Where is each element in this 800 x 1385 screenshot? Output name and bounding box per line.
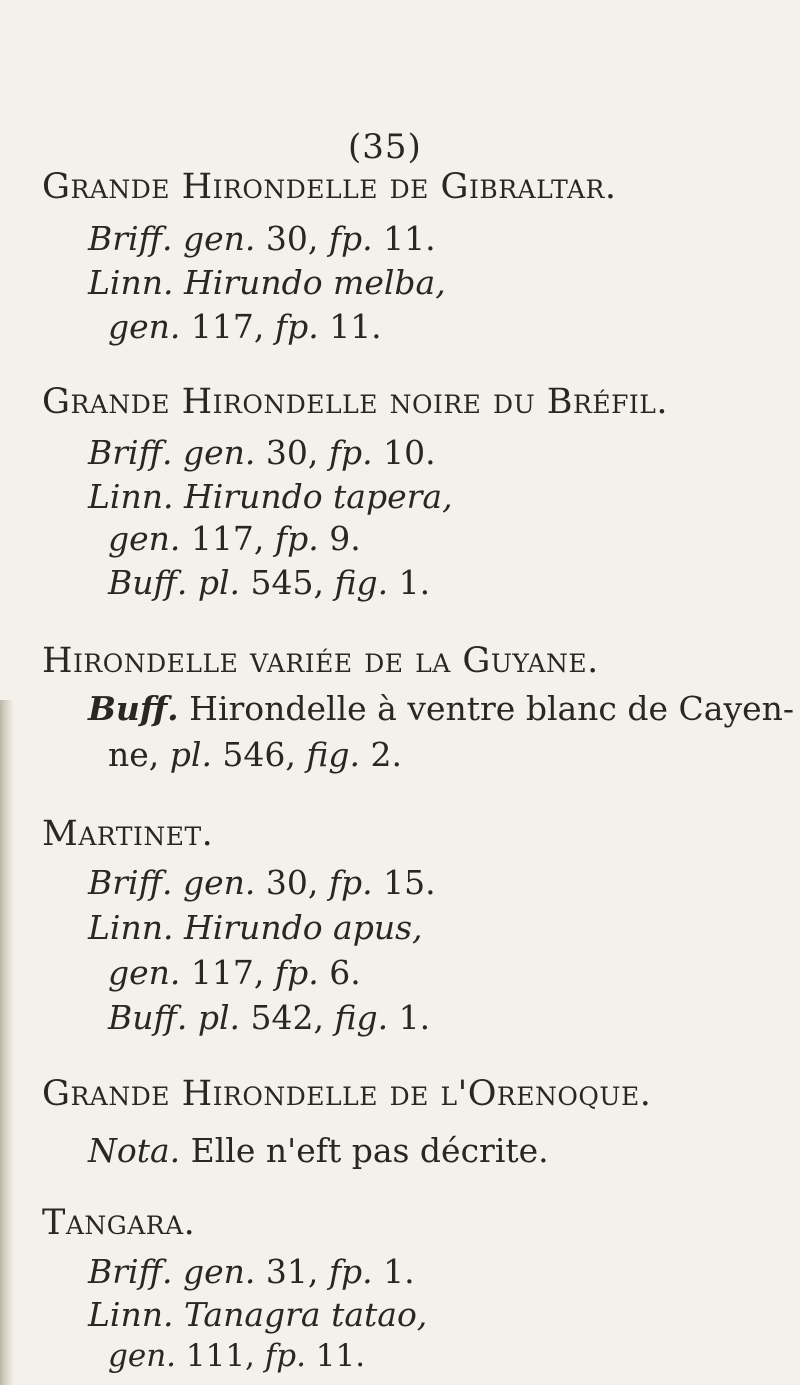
entry-1-ref-3: gen. 117, fp. 11. bbox=[108, 307, 382, 346]
entry-4-ref-1: Briff. gen. 30, fp. 15. bbox=[88, 863, 436, 902]
entry-6-ref-3: gen. 111, fp. 11. bbox=[108, 1338, 366, 1374]
entry-6-ref-1: Briff. gen. 31, fp. 1. bbox=[88, 1252, 415, 1291]
entry-4-title: Martinet. bbox=[42, 814, 214, 854]
entry-6-title: Tangara. bbox=[42, 1203, 196, 1243]
entry-2-ref-1: Briff. gen. 30, fp. 10. bbox=[88, 433, 436, 472]
entry-3-ref-1: Buff. Hirondelle à ventre blanc de Cayen- bbox=[88, 689, 795, 728]
entry-2-title: Grande Hirondelle noire du Bréfil. bbox=[42, 382, 669, 422]
page-edge-shadow bbox=[0, 700, 14, 1385]
entry-1-ref-2: Linn. Hirundo melba, bbox=[88, 263, 446, 302]
page-number: (35) bbox=[348, 127, 422, 167]
entry-3-ref-2: ne, pl. 546, fig. 2. bbox=[108, 735, 403, 774]
entry-4-ref-2: Linn. Hirundo apus, bbox=[88, 908, 423, 947]
entry-1-title: Grande Hirondelle de Gibraltar. bbox=[42, 167, 617, 207]
entry-4-ref-3: gen. 117, fp. 6. bbox=[108, 953, 361, 992]
entry-5-title: Grande Hirondelle de l'Orenoque. bbox=[42, 1074, 652, 1114]
entry-6-ref-2: Linn. Tanagra tatao, bbox=[88, 1295, 428, 1334]
entry-4-ref-4: Buff. pl. 542, fig. 1. bbox=[108, 998, 431, 1037]
entry-3-title: Hirondelle variée de la Guyane. bbox=[42, 641, 599, 681]
entry-2-ref-4: Buff. pl. 545, fig. 1. bbox=[108, 563, 431, 602]
entry-2-ref-3: gen. 117, fp. 9. bbox=[108, 519, 361, 558]
entry-1-ref-1: Briff. gen. 30, fp. 11. bbox=[88, 219, 436, 258]
entry-5-note: Nota. Elle n'eft pas décrite. bbox=[88, 1131, 549, 1170]
entry-2-ref-2: Linn. Hirundo tapera, bbox=[88, 477, 453, 516]
